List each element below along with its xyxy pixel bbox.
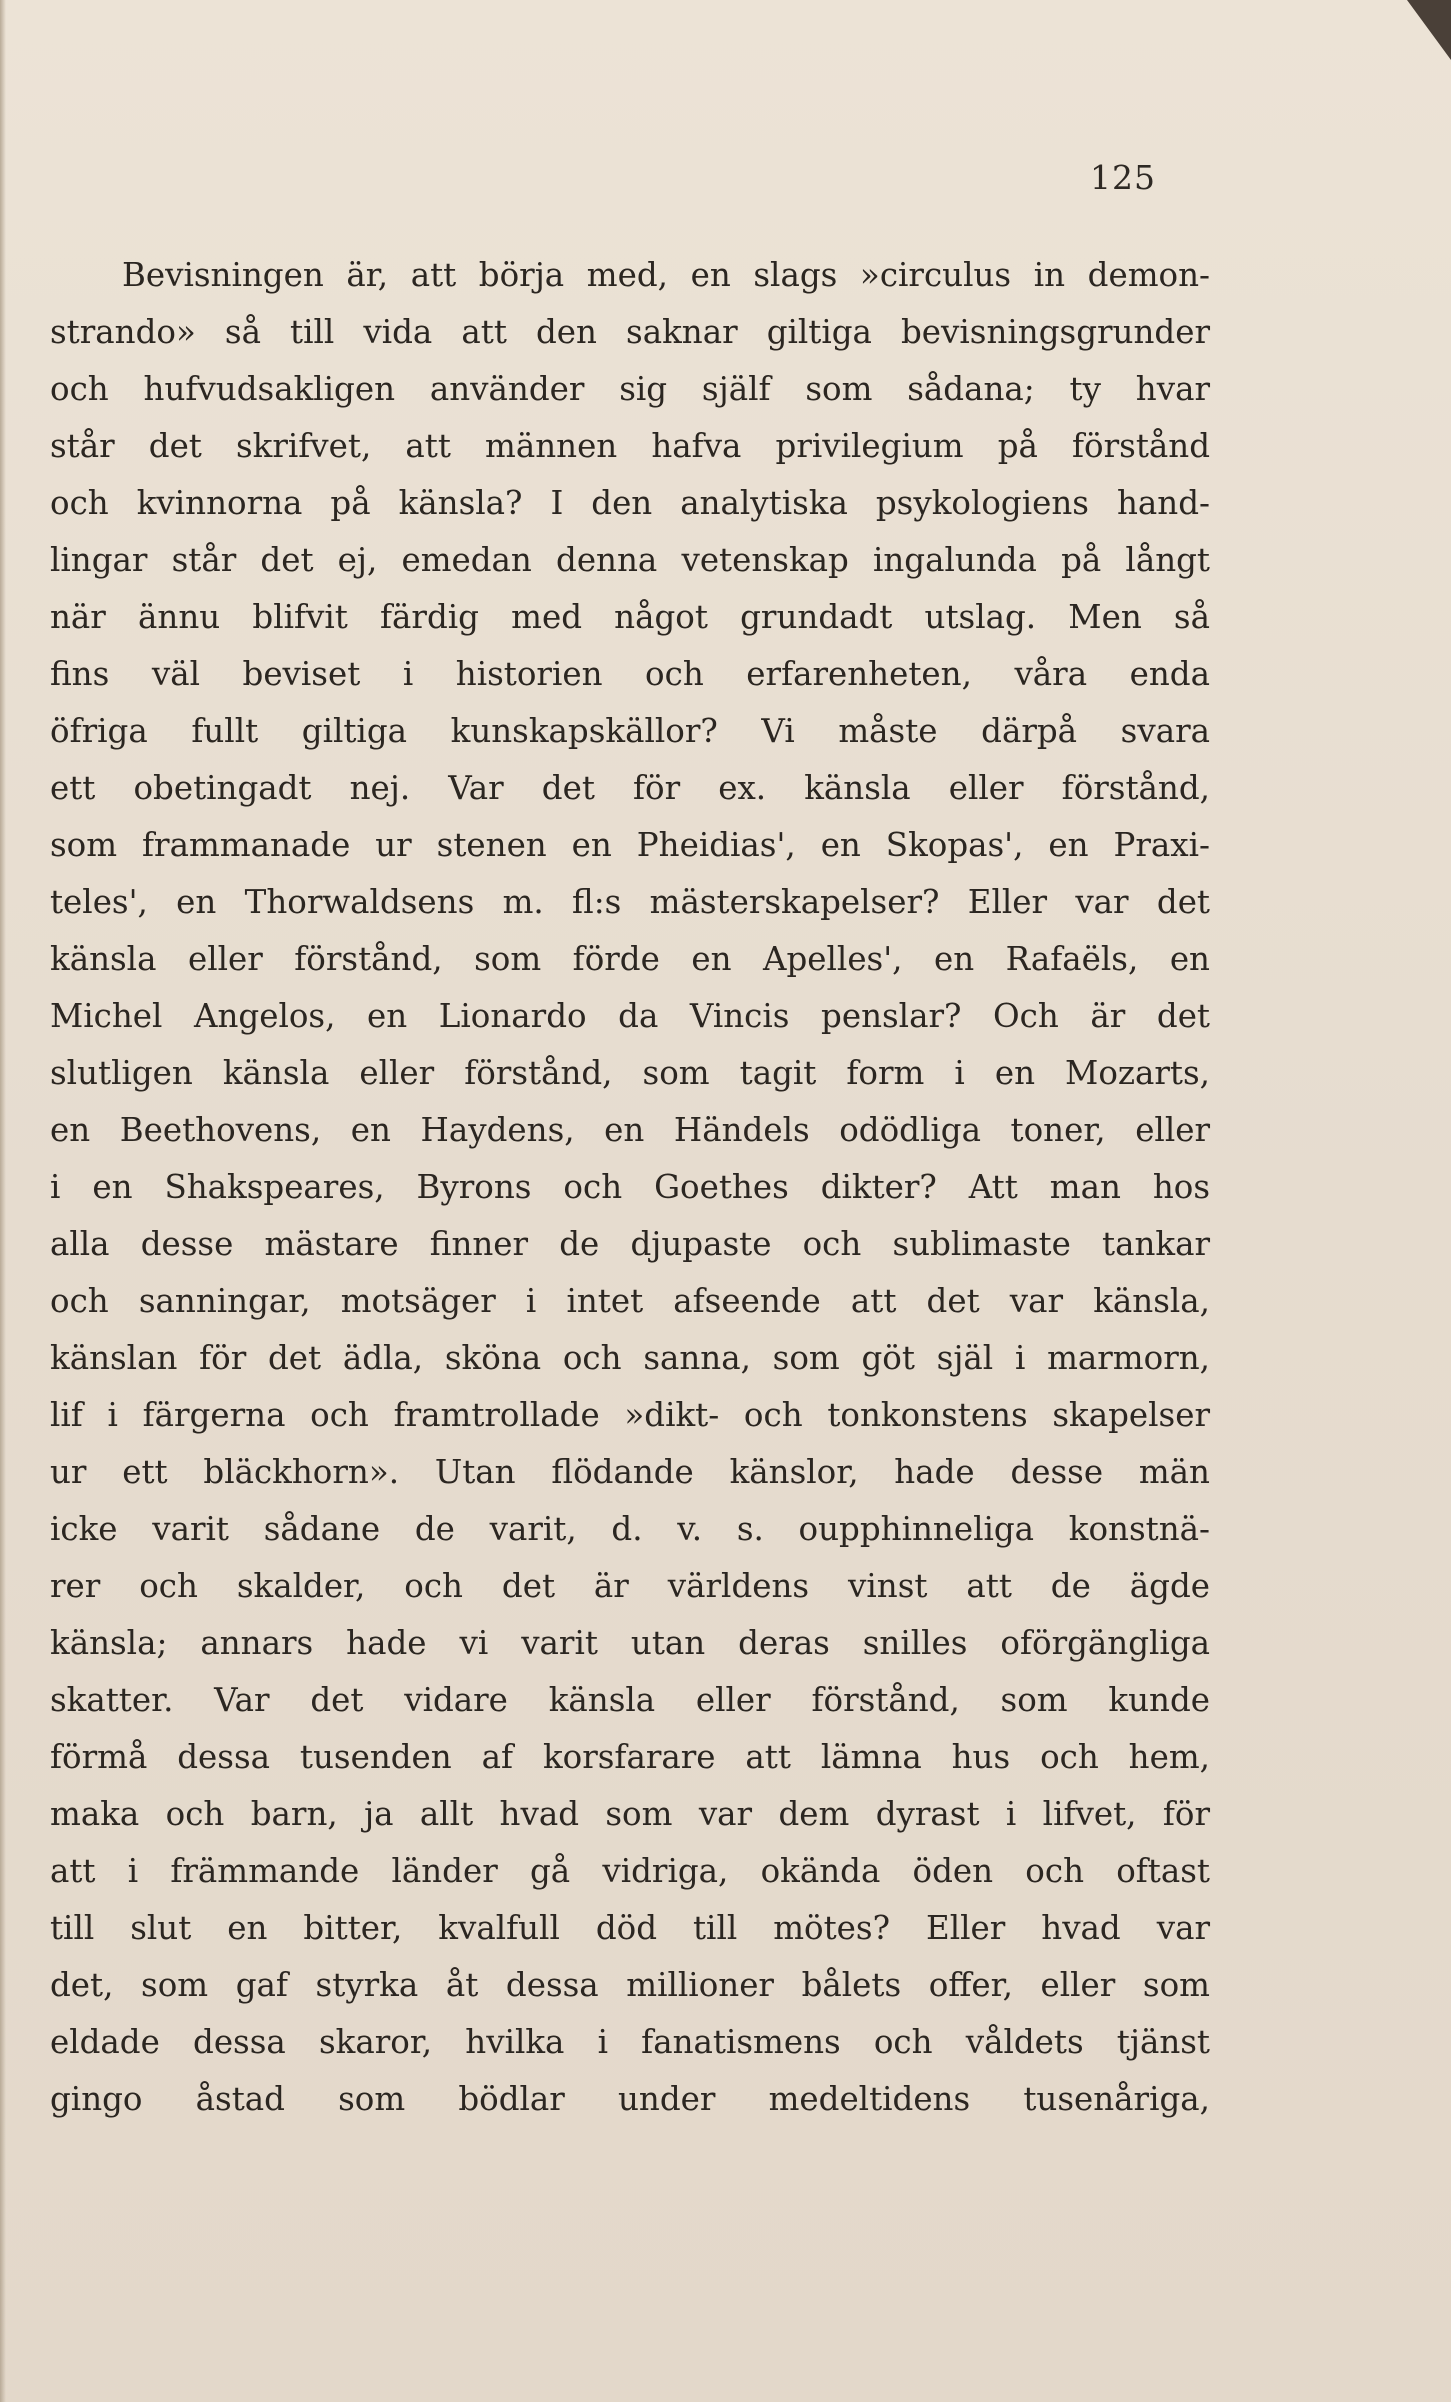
text-line: förmå dessa tusenden af korsfarare att lämna hus och hem, (50, 1738, 1210, 1776)
text-line: och sanningar, motsäger i intet afseende att det var känsla, (50, 1282, 1210, 1320)
text-line: att i främmande länder gå vidriga, okända öden och oftast (50, 1852, 1210, 1890)
text-line: maka och barn, ja allt hvad som var dem dyrast i lifvet, för (50, 1795, 1210, 1833)
text-line: teles', en Thorwaldsens m. fl:s mästerskapelser? Eller var det (50, 883, 1210, 921)
text-line: skatter. Var det vidare känsla eller förstånd, som kunde (50, 1681, 1210, 1719)
text-line: det, som gaf styrka åt dessa millioner bålets offer, eller som (50, 1966, 1210, 2004)
text-line: strando» så till vida att den saknar giltiga bevisningsgrunder (50, 313, 1210, 351)
text-line: lingar står det ej, emedan denna vetenskap ingalunda på långt (50, 541, 1210, 579)
text-line: känsla; annars hade vi varit utan deras snilles oförgängliga (50, 1624, 1210, 1662)
text-line: ur ett bläckhorn». Utan flödande känslor, hade desse män (50, 1453, 1210, 1491)
text-line: står det skrifvet, att männen hafva privilegium på förstånd (50, 427, 1210, 465)
page-left-edge (0, 0, 6, 2402)
text-line: slutligen känsla eller förstånd, som tagit form i en Mozarts, (50, 1054, 1210, 1092)
text-line: eldade dessa skaror, hvilka i fanatismens och våldets tjänst (50, 2023, 1210, 2061)
text-line: rer och skalder, och det är världens vinst att de ägde (50, 1567, 1210, 1605)
text-line: och kvinnorna på känsla? I den analytiska psykologiens hand- (50, 484, 1210, 522)
text-line: ett obetingadt nej. Var det för ex. känsla eller förstånd, (50, 769, 1210, 807)
text-line: till slut en bitter, kvalfull död till mötes? Eller hvad var (50, 1909, 1210, 1947)
text-line: som frammanade ur stenen en Pheidias', en Skopas', en Praxi- (50, 826, 1210, 864)
text-line: känsla eller förstånd, som förde en Apelles', en Rafaëls, en (50, 940, 1210, 978)
text-line: i en Shakspeares, Byrons och Goethes dikter? Att man hos (50, 1168, 1210, 1206)
page-number: 125 (1090, 158, 1156, 197)
body-text (50, 247, 1210, 2128)
text-line: Michel Angelos, en Lionardo da Vincis penslar? Och är det (50, 997, 1210, 1035)
text-line: och hufvudsakligen använder sig själf som sådana; ty hvar (50, 370, 1210, 408)
text-line: Bevisningen är, att börja med, en slags »circulus in demon- (122, 256, 1210, 294)
page-corner-mark (1407, 0, 1451, 60)
text-line: känslan för det ädla, sköna och sanna, som göt själ i marmorn, (50, 1339, 1210, 1377)
text-line: fins väl beviset i historien och erfarenheten, våra enda (50, 655, 1210, 693)
text-line: alla desse mästare finner de djupaste och sublimaste tankar (50, 1225, 1210, 1263)
text-line: öfriga fullt giltiga kunskapskällor? Vi måste därpå svara (50, 712, 1210, 750)
text-line: en Beethovens, en Haydens, en Händels odödliga toner, eller (50, 1111, 1210, 1149)
text-line: när ännu blifvit färdig med något grundadt utslag. Men så (50, 598, 1210, 636)
text-line: lif i färgerna och framtrollade »dikt- och tonkonstens skapelser (50, 1396, 1210, 1434)
text-line: gingo åstad som bödlar under medeltidens tusenåriga, (50, 2080, 1210, 2118)
text-line: icke varit sådane de varit, d. v. s. oupphinneliga konstnä- (50, 1510, 1210, 1548)
